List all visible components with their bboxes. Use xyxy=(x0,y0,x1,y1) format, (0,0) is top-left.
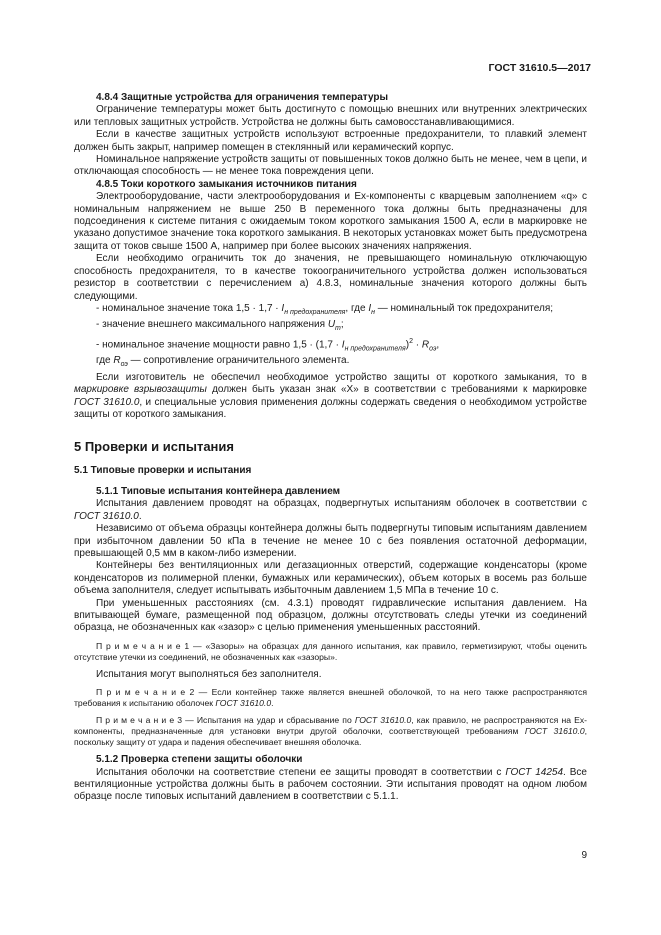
clause-5-1-2-heading: 5.1.2 Проверка степени защиты оболочки xyxy=(96,754,303,766)
clause-5-1-heading: 5.1 Типовые проверки и испытания xyxy=(74,465,252,477)
paragraph: Электрооборудование, части электрооборудования и Ex-компоненты с кварцевым заполнением «q» с номинальным напряжением не выше 250 В переменного тока должны быть предназначены для подсоединения к системе питания с ожидаемым током короткого замыкания 1500 А, если в маркировке не указано допустимое значение тока короткого замыкания. В некоторых установках может быть предусмотрена защита от токов свыше 1500 А, например при более высоких значениях напряжения. xyxy=(74,191,587,252)
clause-4-8-5-heading: 4.8.5 Токи короткого замыкания источников питания xyxy=(96,178,357,190)
list-item: где $R_{оэ}$ — сопротивление ограничительного элемента. xyxy=(96,355,350,369)
note-1: П р и м е ч а н и е 1 — «Зазоры» на образцах для данного испытания, как правило, герметизируют, чтобы оценить отсутствие утечки из соединений, не обозначенных как «зазоры». xyxy=(74,640,587,662)
paragraph: Если в качестве защитных устройств используют встроенные предохранители, то плавкий элемент должен быть закрыт, например помещен в стеклянный или керамический корпус. xyxy=(74,129,587,153)
requirements-list xyxy=(74,303,587,372)
list-item: - значение внешнего максимального напряжения $U_m$; xyxy=(96,319,344,333)
paragraph: Испытания оболочки на соответствие степени ее защиты проводят в соответствии с ГОСТ 14254. Все вентиляционные устройства должны быть в рабочем состоянии. Эти испытания проводят на одном любом образце после типовых испытаний давлением в соответствии с 5.1.1. xyxy=(74,766,587,803)
paragraph: Испытания могут выполняться без заполнителя. xyxy=(96,668,322,680)
paragraph: При уменьшенных расстояниях (см. 4.3.1) проводят гидравлические испытания давлением. На впитывающей бумаге, размещенной под образцом, должны отсутствовать следы утечки из соединений образца, не обозначенных как «зазор» с целью применения уменьшенных расстояний. xyxy=(74,597,587,634)
section-5-heading: 5 Проверки и испытания xyxy=(74,439,234,455)
page-number: 9 xyxy=(581,850,587,861)
paragraph: Испытания давлением проводят на образцах, подвергнутых испытаниям оболочек в соответствии с ГОСТ 31610.0. xyxy=(74,498,587,522)
paragraph: Контейнеры без вентиляционных или дегазационных отверстий, содержащие конденсаторы (кроме конденсаторов из полимерной пленки, бумажных или керамических), объем которых в восемь раз больше объема заполнителя, следует испытывать избыточным давлением 1,5 МПа в течение 10 с. xyxy=(74,560,587,597)
list-item: - номинальное значение мощности равно $1,5 \cdot (1,7 \cdot I_{н предохранителя})^2 \cdot R_{оэ}$, xyxy=(96,337,440,353)
note-2: П р и м е ч а н и е 2 — Если контейнер также является внешней оболочкой, то на него также распространяются требования к испытанию оболочек ГОСТ 31610.0. xyxy=(74,687,587,709)
page-content xyxy=(74,92,587,804)
paragraph: Если необходимо ограничить ток до значения, не превышающего номинальную отключающую способность предохранителя, то в качестве токоограничительного устройства должен использоваться резистор в соответствии с перечислением а) 4.8.3, номинальные значения которого должны быть следующими. xyxy=(74,253,587,302)
paragraph: Независимо от объема образцы контейнера должны быть подвергнуты типовым испытаниям давлением при избыточном давлении 50 кПа в течение не менее 10 с без появления остаточной деформации, превышающей 0,5 мм в каком-либо измерении. xyxy=(74,523,587,559)
paragraph: Ограничение температуры может быть достигнуто с помощью внешних или внутренних электрических или тепловых защитных устройств. Устройства не должны быть самовосстанавливающимися. xyxy=(74,104,587,128)
note-3: П р и м е ч а н и е 3 — Испытания на удар и сбрасывание по ГОСТ 31610.0, как правило, не распространяются на Ex-компоненты, предназначенные для установки внутри другой оболочки, соответствующей требованиям ГОСТ 31610.0, поскольку защиту от удара и падения обеспечивает внешняя оболочка. xyxy=(74,715,587,748)
document-id-header: ГОСТ 31610.5—2017 xyxy=(488,62,591,74)
clause-5-1-1-heading: 5.1.1 Типовые испытания контейнера давлением xyxy=(96,485,341,497)
list-item: - номинальное значение тока $1,5 \cdot 1,7 \cdot I_{н предохранителя}$, где $I_н$ — номинальный ток предохранителя; xyxy=(96,302,554,316)
clause-4-8-4-heading: 4.8.4 Защитные устройства для ограничения температуры xyxy=(96,92,389,103)
paragraph: Номинальное напряжение устройств защиты от повышенных токов должно быть не менее, чем в цепи, и отключающая способность — не менее тока повреждения цепи. xyxy=(74,154,587,178)
paragraph: Если изготовитель не обеспечил необходимое устройство защиты от короткого замыкания, то в маркировке взрывозащиты должен быть указан знак «X» в соответствии с требованиями к маркировке ГОСТ 31610.0, и специальные условия применения должны содержать сведения о необходимом устройстве защиты от короткого замыкания. xyxy=(74,371,587,421)
